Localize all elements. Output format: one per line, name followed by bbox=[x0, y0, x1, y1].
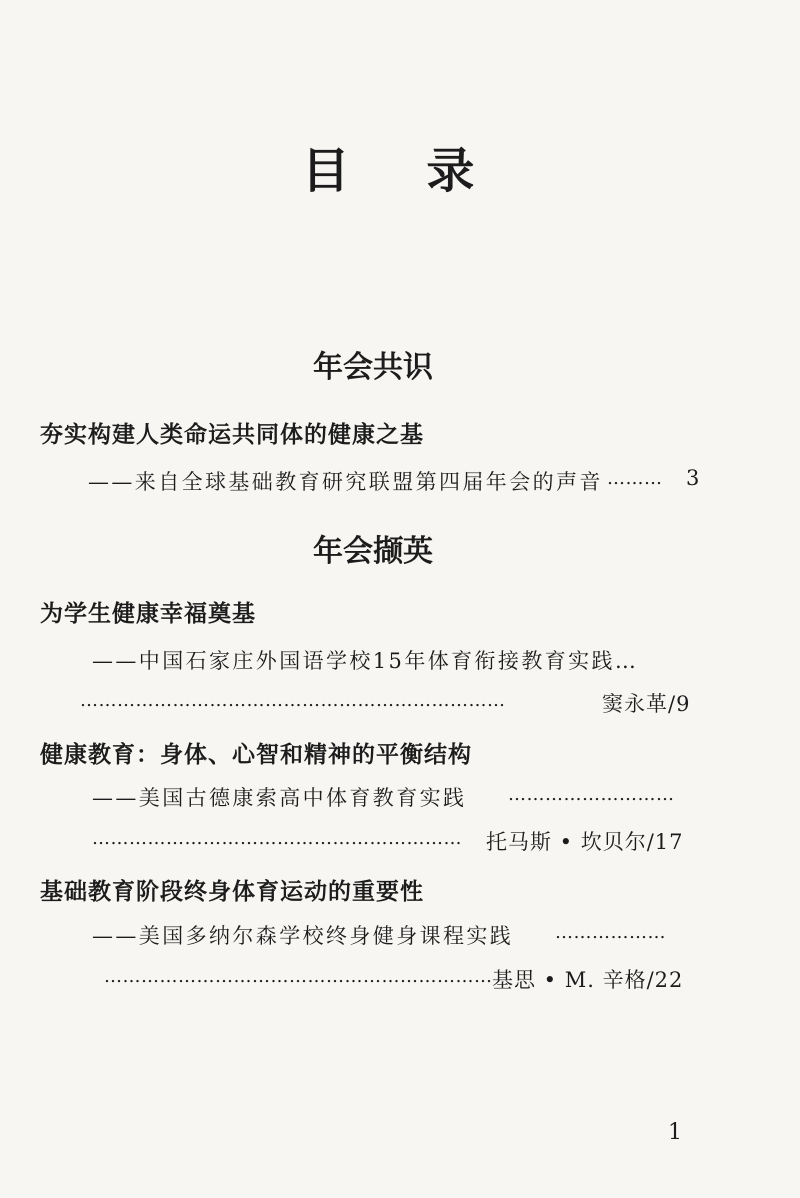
entry-title[interactable]: 为学生健康幸福奠基 bbox=[40, 601, 256, 627]
leader-dots: …………………………………………………… bbox=[92, 828, 462, 849]
entry-author-page: 窦永革/9 bbox=[602, 692, 691, 716]
leader-dots: ……………………………………………………… bbox=[104, 966, 493, 987]
leader-dots: ……………………… bbox=[508, 784, 675, 805]
entry-subtitle: ——中国石家庄外国语学校15年体育衔接教育实践… bbox=[92, 649, 639, 673]
leader-dots: …………………………………………………………… bbox=[80, 690, 506, 711]
entry-title[interactable]: 基础教育阶段终身体育运动的重要性 bbox=[40, 879, 424, 905]
entry-subtitle: ——美国古德康索高中体育教育实践 bbox=[92, 786, 467, 810]
entry-subtitle: ——来自全球基础教育研究联盟第四届年会的声音 bbox=[88, 470, 603, 494]
toc-title: 目 录 bbox=[301, 143, 505, 199]
entry-author-page: 托马斯 • 坎贝尔/17 bbox=[486, 830, 684, 854]
entry-title[interactable]: 健康教育：身体、心智和精神的平衡结构 bbox=[40, 742, 472, 768]
page-number: 1 bbox=[668, 1120, 682, 1145]
leader-dots: ……… bbox=[607, 468, 663, 489]
leader-dots: ……………… bbox=[555, 922, 666, 943]
entry-author-page: 基思 • M. 辛格/22 bbox=[492, 968, 684, 992]
entry-subtitle: ——美国多纳尔森学校终身健身课程实践 bbox=[92, 924, 514, 948]
entry-title[interactable]: 夯实构建人类命运共同体的健康之基 bbox=[40, 422, 424, 448]
entry-page-number: 3 bbox=[686, 466, 701, 490]
section-heading-highlights: 年会撷英 bbox=[313, 534, 433, 569]
section-heading-consensus: 年会共识 bbox=[313, 350, 433, 385]
